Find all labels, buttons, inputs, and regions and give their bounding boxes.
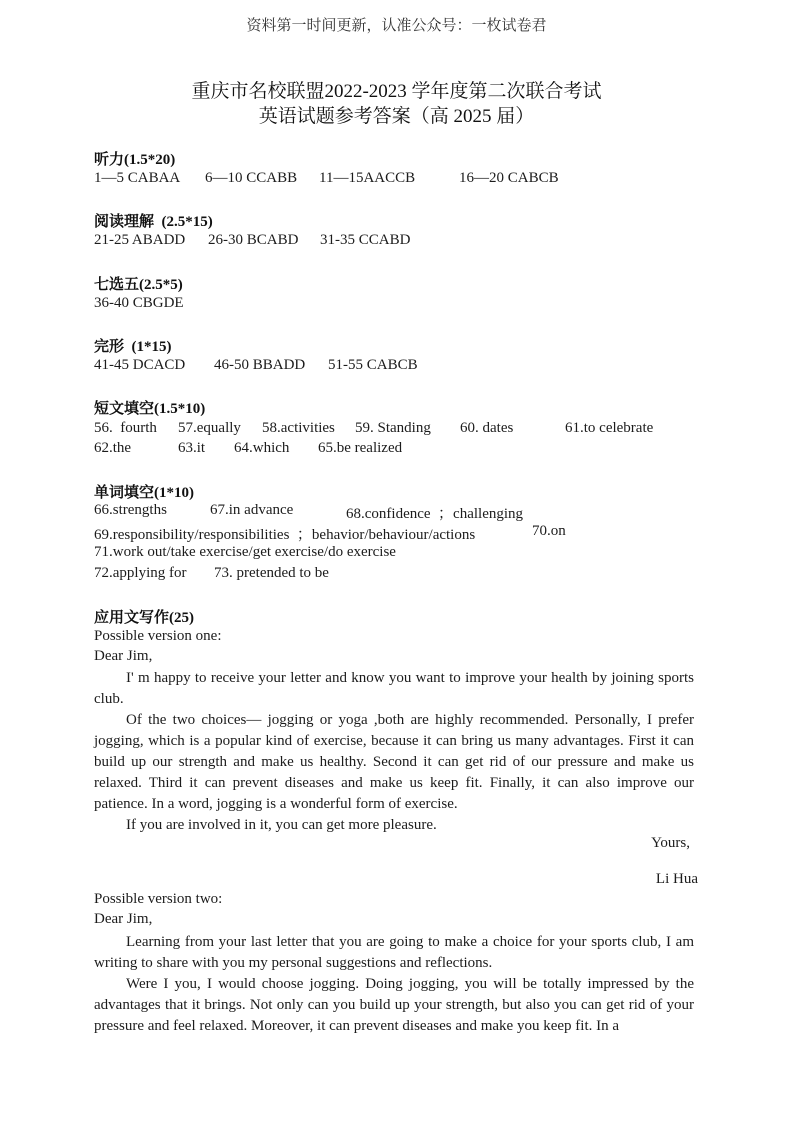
section-heading: 单词填空(1*10)	[94, 485, 194, 501]
answer-item: 69.responsibility/responsibilities ；behavior/behaviour/actions	[94, 527, 476, 543]
section-heading: 阅读理解 (2.5*15)	[94, 214, 213, 230]
answer-group: 6—10 CCABB	[205, 170, 298, 186]
section-heading: 听力(1.5*20)	[94, 152, 176, 168]
answer-item: 72.applying for	[94, 565, 187, 581]
answer-item: 61.to celebrate	[565, 420, 654, 436]
answer-item: 70.on	[532, 523, 566, 539]
letter-closing: Yours,	[651, 835, 690, 851]
version-label: Possible version two:	[94, 891, 223, 907]
document-subtitle: 英语试题参考答案（高 2025 届）	[258, 106, 535, 127]
letter-greeting: Dear Jim,	[94, 911, 153, 927]
answer-item: 65.be realized	[318, 440, 403, 456]
letter-paragraph: I' m happy to receive your letter and know you want to improve your health by joining sports club.	[94, 670, 694, 707]
answer-group: 31-35 CCABD	[320, 232, 411, 248]
version-label: Possible version one:	[94, 628, 222, 644]
answer-item: 71.work out/take exercise/get exercise/do exercise	[94, 544, 396, 560]
answer-group: 1—5 CABAA	[94, 170, 181, 186]
letter-paragraph: If you are involved in it, you can get more pleasure.	[126, 817, 437, 833]
answer-group: 11—15AACCB	[319, 170, 416, 186]
answer-item: 56. fourth	[94, 420, 157, 436]
section-heading: 完形 (1*15)	[94, 339, 172, 355]
watermark-header: 资料第一时间更新，认准公众号：一枚试卷君	[246, 18, 547, 34]
answer-group: 16—20 CABCB	[459, 170, 559, 186]
answer-item: 57.equally	[178, 420, 241, 436]
letter-signature: Li Hua	[655, 871, 698, 887]
letter-greeting: Dear Jim,	[94, 648, 153, 664]
answer-item: 68.confidence ；challenging	[346, 506, 524, 522]
letter-paragraph: Were I you, I would choose jogging. Doing jogging, you will be totally impressed by the advantages that it brings. Not only can you build up your strength, but also you can get rid of your pressure and feel relaxed. Moreover, it can prevent diseases and make you keep fit. In a	[94, 976, 694, 1034]
answer-item: 66.strengths	[94, 502, 167, 518]
answer-group: 21-25 ABADD	[94, 232, 186, 248]
answer-item: 62.the	[94, 440, 132, 456]
answer-item: 64.which	[234, 440, 290, 456]
answer-group: 36-40 CBGDE	[94, 295, 184, 311]
answer-group: 51-55 CABCB	[328, 357, 418, 373]
section-heading: 七选五(2.5*5)	[94, 277, 183, 293]
answer-group: 46-50 BBADD	[214, 357, 306, 373]
section-heading: 应用文写作(25)	[94, 610, 194, 626]
document-title: 重庆市名校联盟2022-2023 学年度第二次联合考试	[191, 81, 602, 102]
answer-item: 63.it	[178, 440, 206, 456]
answer-item: 59. Standing	[355, 420, 431, 436]
letter-paragraph: Of the two choices— jogging or yoga ,both are highly recommended. Personally, I prefer jogging, which is a popular kind of exercise, because it can bring us many advantages. First it can build up our strength and make us healthy. Second it can get rid of our pressure and make us relaxed. Third it can prevent diseases and make us keep fit. Finally, it can also improve our patience. In a word, jogging is a wonderful form of exercise.	[94, 712, 694, 812]
answer-group: 26-30 BCABD	[208, 232, 299, 248]
letter-paragraph: Learning from your last letter that you are going to make a choice for your sports club, I am writing to share with you my personal suggestions and reflections.	[94, 934, 694, 971]
answer-item: 58.activities	[262, 420, 335, 436]
answer-item: 60. dates	[460, 420, 514, 436]
answer-item: 67.in advance	[210, 502, 294, 518]
section-heading: 短文填空(1.5*10)	[94, 401, 206, 417]
answer-item: 73. pretended to be	[214, 565, 329, 581]
answer-group: 41-45 DCACD	[94, 357, 186, 373]
